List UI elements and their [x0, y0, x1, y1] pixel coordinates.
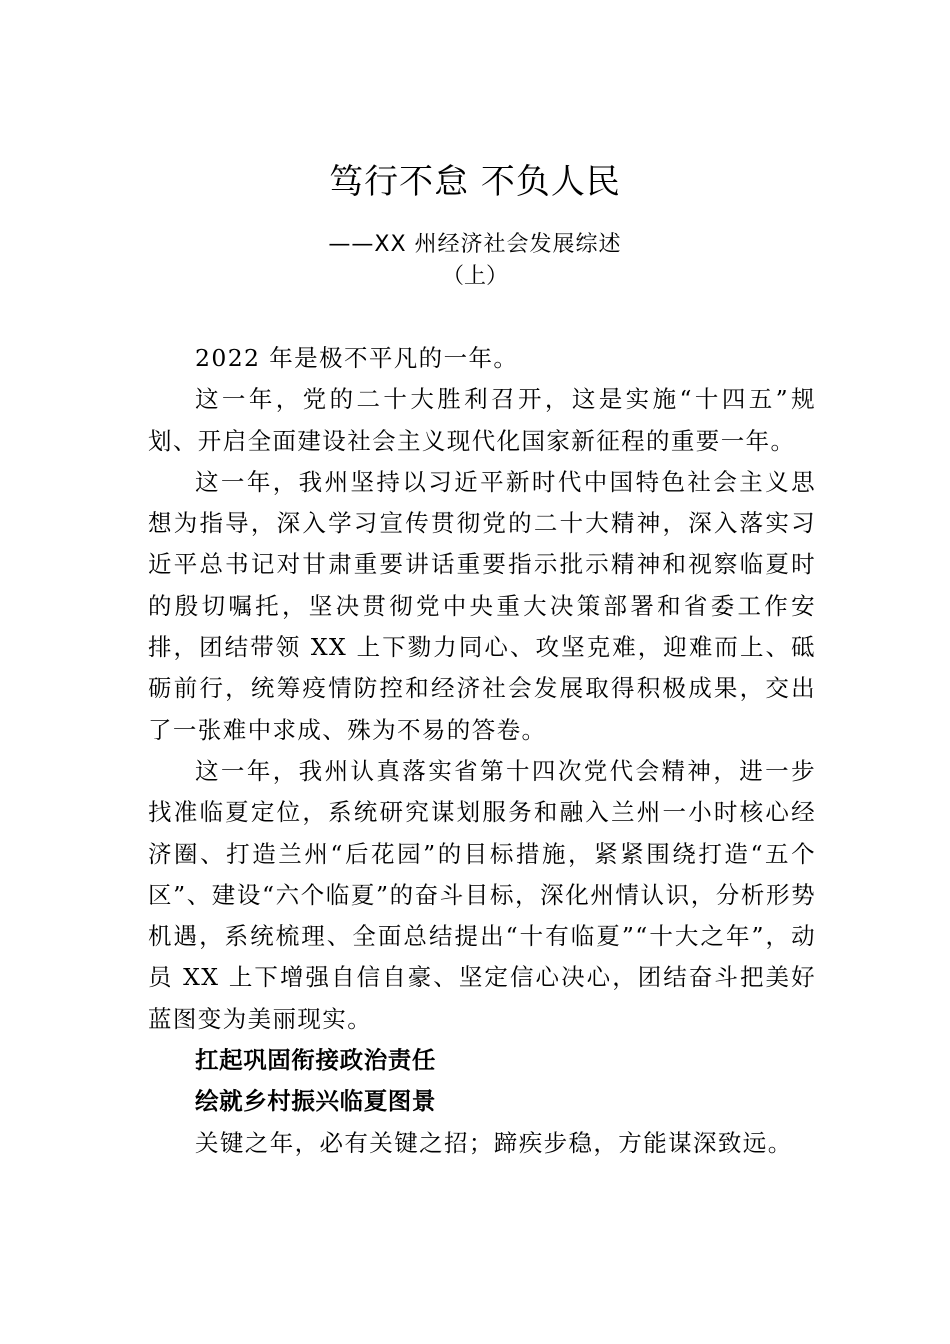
article-part-label: （上） — [441, 264, 508, 289]
article-subtitle: ——XX 州经济社会发展综述 — [328, 232, 622, 257]
paragraph-congress: 这一年，党的二十大胜利召开，这是实施“十四五”规划、开启全面建设社会主义现代化国家新征程的重要一年。 — [148, 385, 816, 455]
paragraph-intro: 2022 年是极不平凡的一年。 — [195, 344, 519, 372]
section-heading-1: 扛起巩固衔接政治责任 — [195, 1046, 436, 1075]
article-title: 笃行不怠 不负人民 — [329, 162, 621, 202]
paragraph-closing: 关键之年，必有关键之招；蹄疾步稳，方能谋深致远。 — [195, 1128, 793, 1157]
section-heading-2: 绘就乡村振兴临夏图景 — [195, 1087, 436, 1116]
paragraph-goals: 这一年，我州认真落实省第十四次党代会精神，进一步找准临夏定位，系统研究谋划服务和融入兰州一小时核心经济圈、打造兰州“后花园”的目标措施，紧紧围绕打造“五个区”、建设“六个临夏”的奋斗目标，深化州情认识，分析形势机遇，系统梳理、全面总结提出“十有临夏”“十大之年”，动员 XX 上下增强自信自豪、坚定信心决心，团结奋斗把美好蓝图变为美丽现实。 — [148, 756, 816, 1033]
paragraph-achievements: 这一年，我州坚持以习近平新时代中国特色社会主义思想为指导，深入学习宣传贯彻党的二十大精神，深入落实习近平总书记对甘肃重要讲话重要指示批示精神和视察临夏时的殷切嘱托，坚决贯彻党中央重大决策部署和省委工作安排，团结带领 XX 上下勠力同心、攻坚克难，迎难而上、砥砺前行，统筹疫情防控和经济社会发展取得积极成果，交出了一张难中求成、殊为不易的答卷。 — [148, 467, 816, 744]
article-body — [148, 338, 816, 1164]
